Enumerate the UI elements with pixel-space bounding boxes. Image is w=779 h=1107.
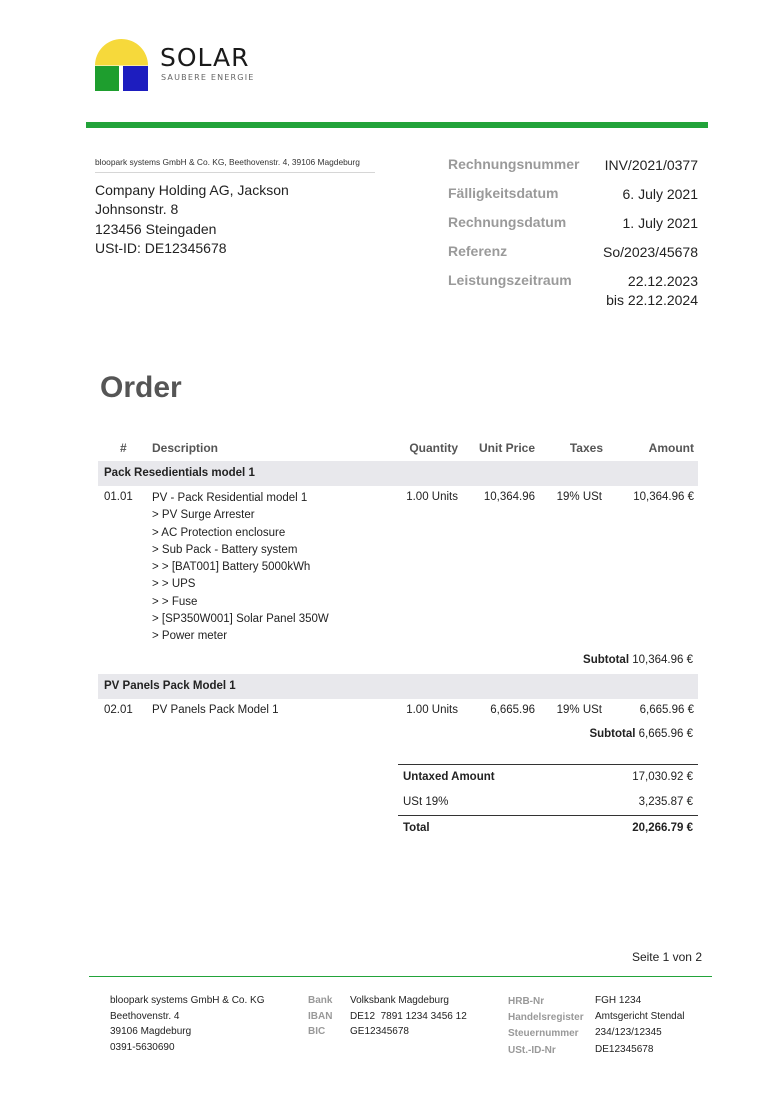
footer-line: 39106 Magdeburg — [110, 1026, 192, 1037]
line-quantity: 1.00 Units — [406, 491, 458, 503]
column-header-unit-price: Unit Price — [478, 441, 535, 455]
footer-label: Bank — [308, 995, 333, 1006]
footer-bank-labels — [308, 993, 332, 1040]
footer-value: Amtsgericht Stendal — [595, 1011, 685, 1023]
recipient-line: Company Holding AG, Jackson — [95, 182, 289, 198]
line-number: 01.01 — [104, 491, 133, 503]
recipient-line: 123456 Steingaden — [95, 220, 217, 237]
footer-value: DE12 7891 1234 3456 12 — [350, 1010, 467, 1022]
totals-table — [398, 764, 698, 840]
meta-value: 22.12.2023 — [627, 273, 698, 289]
recipient-address — [95, 181, 289, 258]
page-number: Seite 1 von 2 — [631, 950, 702, 964]
footer-value: FGH 1234 — [595, 995, 642, 1006]
footer-value: GE12345678 — [350, 1026, 409, 1037]
meta-value: 6. July 2021 — [622, 186, 698, 202]
totals-row-tax — [398, 790, 698, 815]
footer-line: 0391-5630690 — [110, 1041, 175, 1053]
subtotal-value: 10,364.96 € — [632, 654, 693, 666]
description-line: > > [BAT001] Battery 5000kWh — [152, 561, 311, 573]
totals-label: USt 19% — [403, 796, 449, 808]
footer-line: bloopark systems GmbH & Co. KG — [110, 995, 265, 1006]
recipient-line: USt-ID: DE12345678 — [95, 239, 227, 256]
description-line: > AC Protection enclosure — [152, 526, 286, 539]
line-taxes: 19% USt — [556, 491, 602, 503]
footer-value: Volksbank Magdeburg — [350, 995, 449, 1006]
footer-divider — [89, 976, 712, 977]
column-header-taxes: Taxes — [569, 441, 603, 455]
line-taxes: 19% USt — [556, 704, 602, 716]
meta-value: bis 22.12.2024 — [606, 292, 698, 308]
footer-bank-values — [350, 993, 467, 1040]
description-line: > PV Surge Arrester — [152, 509, 255, 522]
footer-company — [110, 993, 265, 1055]
brand-tagline: SAUBERE ENERGIE — [161, 73, 255, 82]
footer-label: IBAN — [308, 1010, 333, 1022]
footer-label: Handelsregister — [508, 1012, 584, 1024]
blue-square-icon — [123, 66, 148, 91]
totals-value: 20,266.79 € — [632, 822, 693, 834]
description-line: > > Fuse — [152, 595, 198, 608]
footer-register-labels — [508, 994, 584, 1059]
brand-name: SOLAR — [160, 43, 250, 72]
line-amount: 10,364.96 € — [633, 491, 694, 503]
description-line: > [SP350W001] Solar Panel 350W — [152, 612, 329, 625]
company-logo — [95, 39, 149, 93]
meta-value: So/2023/45678 — [603, 244, 698, 260]
footer-register-values — [595, 993, 685, 1058]
green-square-icon — [95, 66, 119, 91]
footer-label: USt.-ID-Nr — [508, 1044, 556, 1056]
section-header: Pack Resedientials model 1 — [98, 461, 698, 486]
section-header: PV Panels Pack Model 1 — [98, 674, 698, 699]
footer-line: Beethovenstr. 4 — [110, 1010, 180, 1022]
meta-value: 1. July 2021 — [622, 215, 698, 231]
subtotal-label: Subtotal — [589, 728, 636, 740]
column-header-description: Description — [152, 441, 219, 455]
description-line: > Power meter — [152, 630, 228, 642]
totals-value: 17,030.92 € — [632, 771, 693, 783]
meta-label: Leistungszeitraum — [448, 272, 572, 288]
line-amount: 6,665.96 € — [639, 704, 694, 716]
subtotal-value: 6,665.96 € — [638, 728, 693, 740]
totals-row-total — [398, 815, 698, 840]
footer-value: DE12345678 — [595, 1043, 654, 1055]
footer-label: BIC — [308, 1026, 326, 1037]
meta-label: Rechnungsnummer — [448, 156, 580, 172]
section-subtotal — [583, 654, 693, 666]
description-line: PV - Pack Residential model 1 — [152, 492, 308, 504]
sender-address-line: bloopark systems GmbH & Co. KG, Beethovenstr. 4, 39106 Magdeburg — [95, 157, 375, 173]
meta-label: Rechnungsdatum — [448, 214, 567, 230]
line-description — [152, 490, 329, 645]
line-quantity: 1.00 Units — [406, 704, 458, 716]
line-unit-price: 6,665.96 — [490, 704, 535, 716]
totals-label: Untaxed Amount — [403, 771, 495, 783]
footer-label: HRB-Nr — [508, 996, 545, 1007]
totals-row-untaxed — [398, 765, 698, 790]
header-divider — [86, 122, 708, 128]
column-header-quantity: Quantity — [409, 441, 458, 455]
meta-value: INV/2021/0377 — [604, 157, 698, 173]
column-header-number: # — [120, 441, 127, 455]
line-number: 02.01 — [104, 704, 133, 716]
meta-label: Fälligkeitsdatum — [448, 185, 559, 201]
section-subtotal — [589, 728, 693, 740]
subtotal-label: Subtotal — [583, 654, 630, 666]
line-description: PV Panels Pack Model 1 — [152, 704, 279, 716]
totals-label: Total — [403, 822, 430, 834]
column-header-amount: Amount — [648, 441, 694, 455]
recipient-line: Johnsonstr. 8 — [95, 201, 179, 218]
totals-value: 3,235.87 € — [638, 796, 693, 808]
meta-label: Referenz — [448, 243, 508, 259]
description-line: > > UPS — [152, 578, 196, 591]
page-title: Order — [100, 371, 182, 404]
description-line: > Sub Pack - Battery system — [152, 543, 298, 556]
footer-value: 234/123/12345 — [595, 1027, 662, 1039]
line-unit-price: 10,364.96 — [483, 491, 535, 503]
footer-label: Steuernummer — [508, 1028, 579, 1040]
